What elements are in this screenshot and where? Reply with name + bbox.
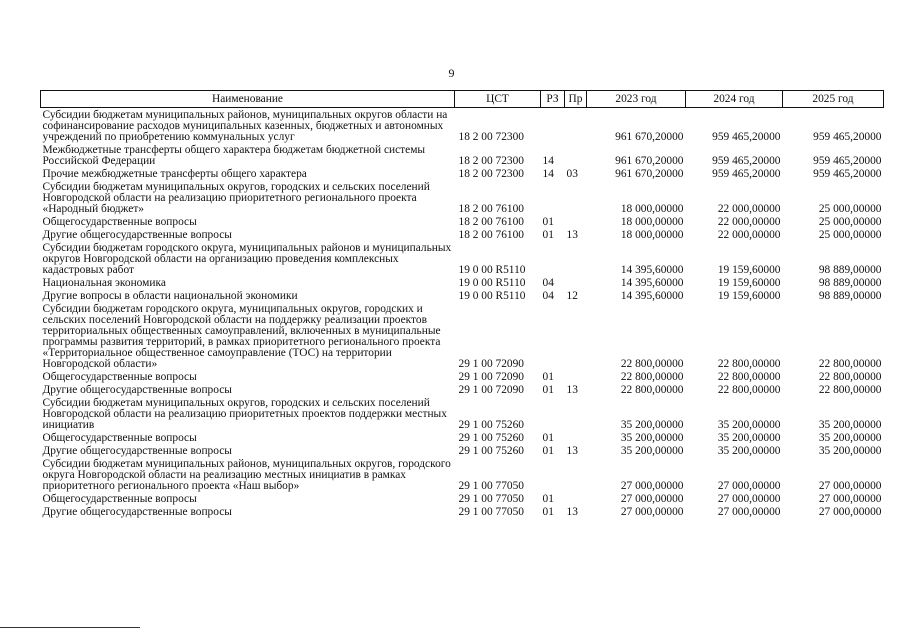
row-pr [565,180,587,215]
table-row [41,215,884,228]
row-pr: 12 [566,290,578,302]
row-name: Прочие межбюджетные трансферты общего характера [42,168,307,180]
row-name: Субсидии бюджетам муниципальных районов, муниципальных округов, городского округа Новгородской области на реализацию местных инициатив в рамках приоритетного регионального проекта «Наш выбор» [42,458,451,492]
row-value-2024: 19 159,60000 [717,277,781,289]
row-cst: 29 1 00 72090 [458,384,524,396]
row-rz: 01 [542,493,554,505]
row-value-2025: 27 000,00000 [818,506,882,518]
row-cst: 29 1 00 72090 [458,358,524,370]
row-pr: 13 [566,445,578,457]
table-row [41,302,884,370]
row-value-2023: 27 000,00000 [620,506,684,518]
row-name: Субсидии бюджетам муниципальных районов, муниципальных округов области на софинансирование расходов муниципальных казенных, бюджетных и автономных учреждений по приобретению коммунальных услуг [42,109,448,143]
row-pr: 13 [566,229,578,241]
row-pr [565,370,587,383]
row-value-2024: 27 000,00000 [717,493,781,505]
row-name: Общегосударственные вопросы [42,432,197,444]
footer-rule [0,627,140,628]
row-value-2024: 35 200,00000 [717,432,781,444]
row-value-2025: 22 800,00000 [818,371,882,383]
table-row [41,431,884,444]
header-2023: 2023 год [587,91,686,108]
row-pr [565,431,587,444]
row-rz: 01 [542,506,554,518]
row-rz [541,180,565,215]
row-pr [565,215,587,228]
table-row [41,492,884,505]
table-row [41,444,884,457]
row-rz: 04 [542,277,554,289]
header-2025: 2025 год [783,91,884,108]
row-value-2025: 35 200,00000 [818,432,882,444]
row-name: Национальная экономика [42,277,166,289]
row-value-2024: 35 200,00000 [717,445,781,457]
row-value-2025: 22 800,00000 [818,384,882,396]
row-rz: 14 [542,155,554,167]
row-value-2024: 27 000,00000 [717,480,781,492]
table-row [41,457,884,492]
table-row [41,143,884,167]
row-name: Общегосударственные вопросы [42,371,197,383]
row-pr [565,108,587,144]
row-name: Субсидии бюджетам муниципальных округов, городских и сельских поселений Новгородской области на реализацию приоритетного регионального проекта «Народный бюджет» [42,181,430,215]
row-name: Субсидии бюджетам городского округа, муниципальных районов и муниципальных округов Новгородской области на организацию проведения комплексных кадастровых работ [42,242,452,276]
row-value-2023: 961 670,20000 [615,131,684,143]
row-rz [541,108,565,144]
row-name: Другие общегосударственные вопросы [42,384,232,396]
row-pr [565,241,587,276]
row-cst: 19 0 00 R5110 [458,290,526,302]
row-value-2023: 22 800,00000 [620,384,684,396]
row-name: Общегосударственные вопросы [42,216,197,228]
row-cst: 19 0 00 R5110 [458,264,526,276]
row-value-2024: 22 000,00000 [717,216,781,228]
table-row [41,276,884,289]
row-rz: 01 [542,229,554,241]
table-body [41,108,884,519]
row-cst: 29 1 00 77050 [458,480,524,492]
row-value-2023: 14 395,60000 [620,264,684,276]
row-name: Межбюджетные трансферты общего характера бюджетам бюджетной системы Российской Федерации [42,144,426,167]
row-value-2023: 35 200,00000 [620,445,684,457]
table-row [41,370,884,383]
row-value-2023: 961 670,20000 [615,155,684,167]
table-header-row [41,91,884,108]
row-rz: 01 [542,371,554,383]
row-cst: 29 1 00 75260 [458,445,524,457]
row-name: Субсидии бюджетам городского округа, муниципальных округов, городских и сельских поселений Новгородской области на поддержку реализации проектов территориальных общественных самоуправлений, включенных в муниципальные программы развития территорий, в рамках приоритетного регионального проекта «Территориальное общественное самоуправление (ТОС) на территории Новгородской области» [42,303,441,370]
row-rz [541,241,565,276]
row-value-2024: 19 159,60000 [717,264,781,276]
row-rz [541,396,565,431]
row-pr [565,492,587,505]
row-cst: 18 2 00 72300 [458,155,524,167]
row-value-2025: 25 000,00000 [818,229,882,241]
row-pr [565,276,587,289]
row-value-2025: 35 200,00000 [818,445,882,457]
row-value-2024: 35 200,00000 [717,419,781,431]
row-cst: 18 2 00 72300 [458,131,524,143]
row-value-2023: 14 395,60000 [620,277,684,289]
budget-table [40,90,884,518]
table-row [41,396,884,431]
row-cst: 29 1 00 72090 [458,371,524,383]
table-row [41,180,884,215]
row-value-2024: 19 159,60000 [717,290,781,302]
table-row [41,167,884,180]
page-number: 9 [448,66,455,80]
row-cst: 19 0 00 R5110 [458,277,526,289]
row-cst: 29 1 00 75260 [458,432,524,444]
row-name: Другие вопросы в области национальной экономики [42,290,298,302]
row-value-2024: 22 800,00000 [717,358,781,370]
row-value-2023: 18 000,00000 [620,229,684,241]
header-pr: Пр [565,91,587,108]
row-value-2025: 25 000,00000 [818,203,882,215]
row-value-2024: 959 465,20000 [712,168,781,180]
row-value-2023: 27 000,00000 [620,480,684,492]
table-row [41,505,884,518]
row-value-2023: 27 000,00000 [620,493,684,505]
header-cst: ЦСТ [455,91,541,108]
row-cst: 29 1 00 75260 [458,419,524,431]
row-value-2023: 18 000,00000 [620,203,684,215]
row-value-2024: 22 800,00000 [717,371,781,383]
row-value-2025: 959 465,20000 [813,155,882,167]
table-row [41,383,884,396]
row-pr [565,396,587,431]
row-cst: 18 2 00 76100 [458,216,524,228]
row-value-2025: 98 889,00000 [818,264,882,276]
row-value-2024: 22 000,00000 [717,203,781,215]
row-value-2023: 961 670,20000 [615,168,684,180]
row-name: Другие общегосударственные вопросы [42,229,232,241]
row-value-2025: 27 000,00000 [818,480,882,492]
row-rz: 01 [542,432,554,444]
row-value-2025: 25 000,00000 [818,216,882,228]
row-pr [565,457,587,492]
row-pr: 03 [566,168,578,180]
header-2024: 2024 год [686,91,783,108]
row-value-2023: 22 800,00000 [620,371,684,383]
row-value-2025: 98 889,00000 [818,290,882,302]
row-rz [541,457,565,492]
row-value-2024: 27 000,00000 [717,506,781,518]
row-value-2025: 959 465,20000 [813,131,882,143]
row-value-2024: 959 465,20000 [712,155,781,167]
row-value-2024: 22 800,00000 [717,384,781,396]
row-rz [541,302,565,370]
row-value-2025: 35 200,00000 [818,419,882,431]
row-cst: 29 1 00 77050 [458,506,524,518]
row-value-2023: 35 200,00000 [620,419,684,431]
row-name: Субсидии бюджетам муниципальных округов, городских и сельских поселений Новгородской области на реализацию приоритетных проектов поддержки местных инициатив [42,397,447,431]
row-pr [565,143,587,167]
row-rz: 01 [542,216,554,228]
row-value-2025: 98 889,00000 [818,277,882,289]
table-row [41,228,884,241]
row-cst: 18 2 00 72300 [458,168,524,180]
row-name: Другие общегосударственные вопросы [42,445,232,457]
row-value-2024: 959 465,20000 [712,131,781,143]
table-row [41,241,884,276]
row-name: Другие общегосударственные вопросы [42,506,232,518]
row-cst: 18 2 00 76100 [458,229,524,241]
row-pr [565,302,587,370]
row-value-2023: 22 800,00000 [620,358,684,370]
row-name: Общегосударственные вопросы [42,493,197,505]
row-value-2023: 18 000,00000 [620,216,684,228]
row-value-2025: 959 465,20000 [813,168,882,180]
row-rz: 04 [542,290,554,302]
row-rz: 14 [542,168,554,180]
header-name: Наименование [41,91,455,108]
row-pr: 13 [566,384,578,396]
table-row [41,108,884,144]
row-rz: 01 [542,445,554,457]
row-pr: 13 [566,506,578,518]
row-rz: 01 [542,384,554,396]
row-cst: 18 2 00 76100 [458,203,524,215]
row-value-2025: 22 800,00000 [818,358,882,370]
header-rz: РЗ [541,91,565,108]
row-value-2024: 22 000,00000 [717,229,781,241]
row-value-2023: 14 395,60000 [620,290,684,302]
row-value-2023: 35 200,00000 [620,432,684,444]
row-cst: 29 1 00 77050 [458,493,524,505]
table-row [41,289,884,302]
row-value-2025: 27 000,00000 [818,493,882,505]
